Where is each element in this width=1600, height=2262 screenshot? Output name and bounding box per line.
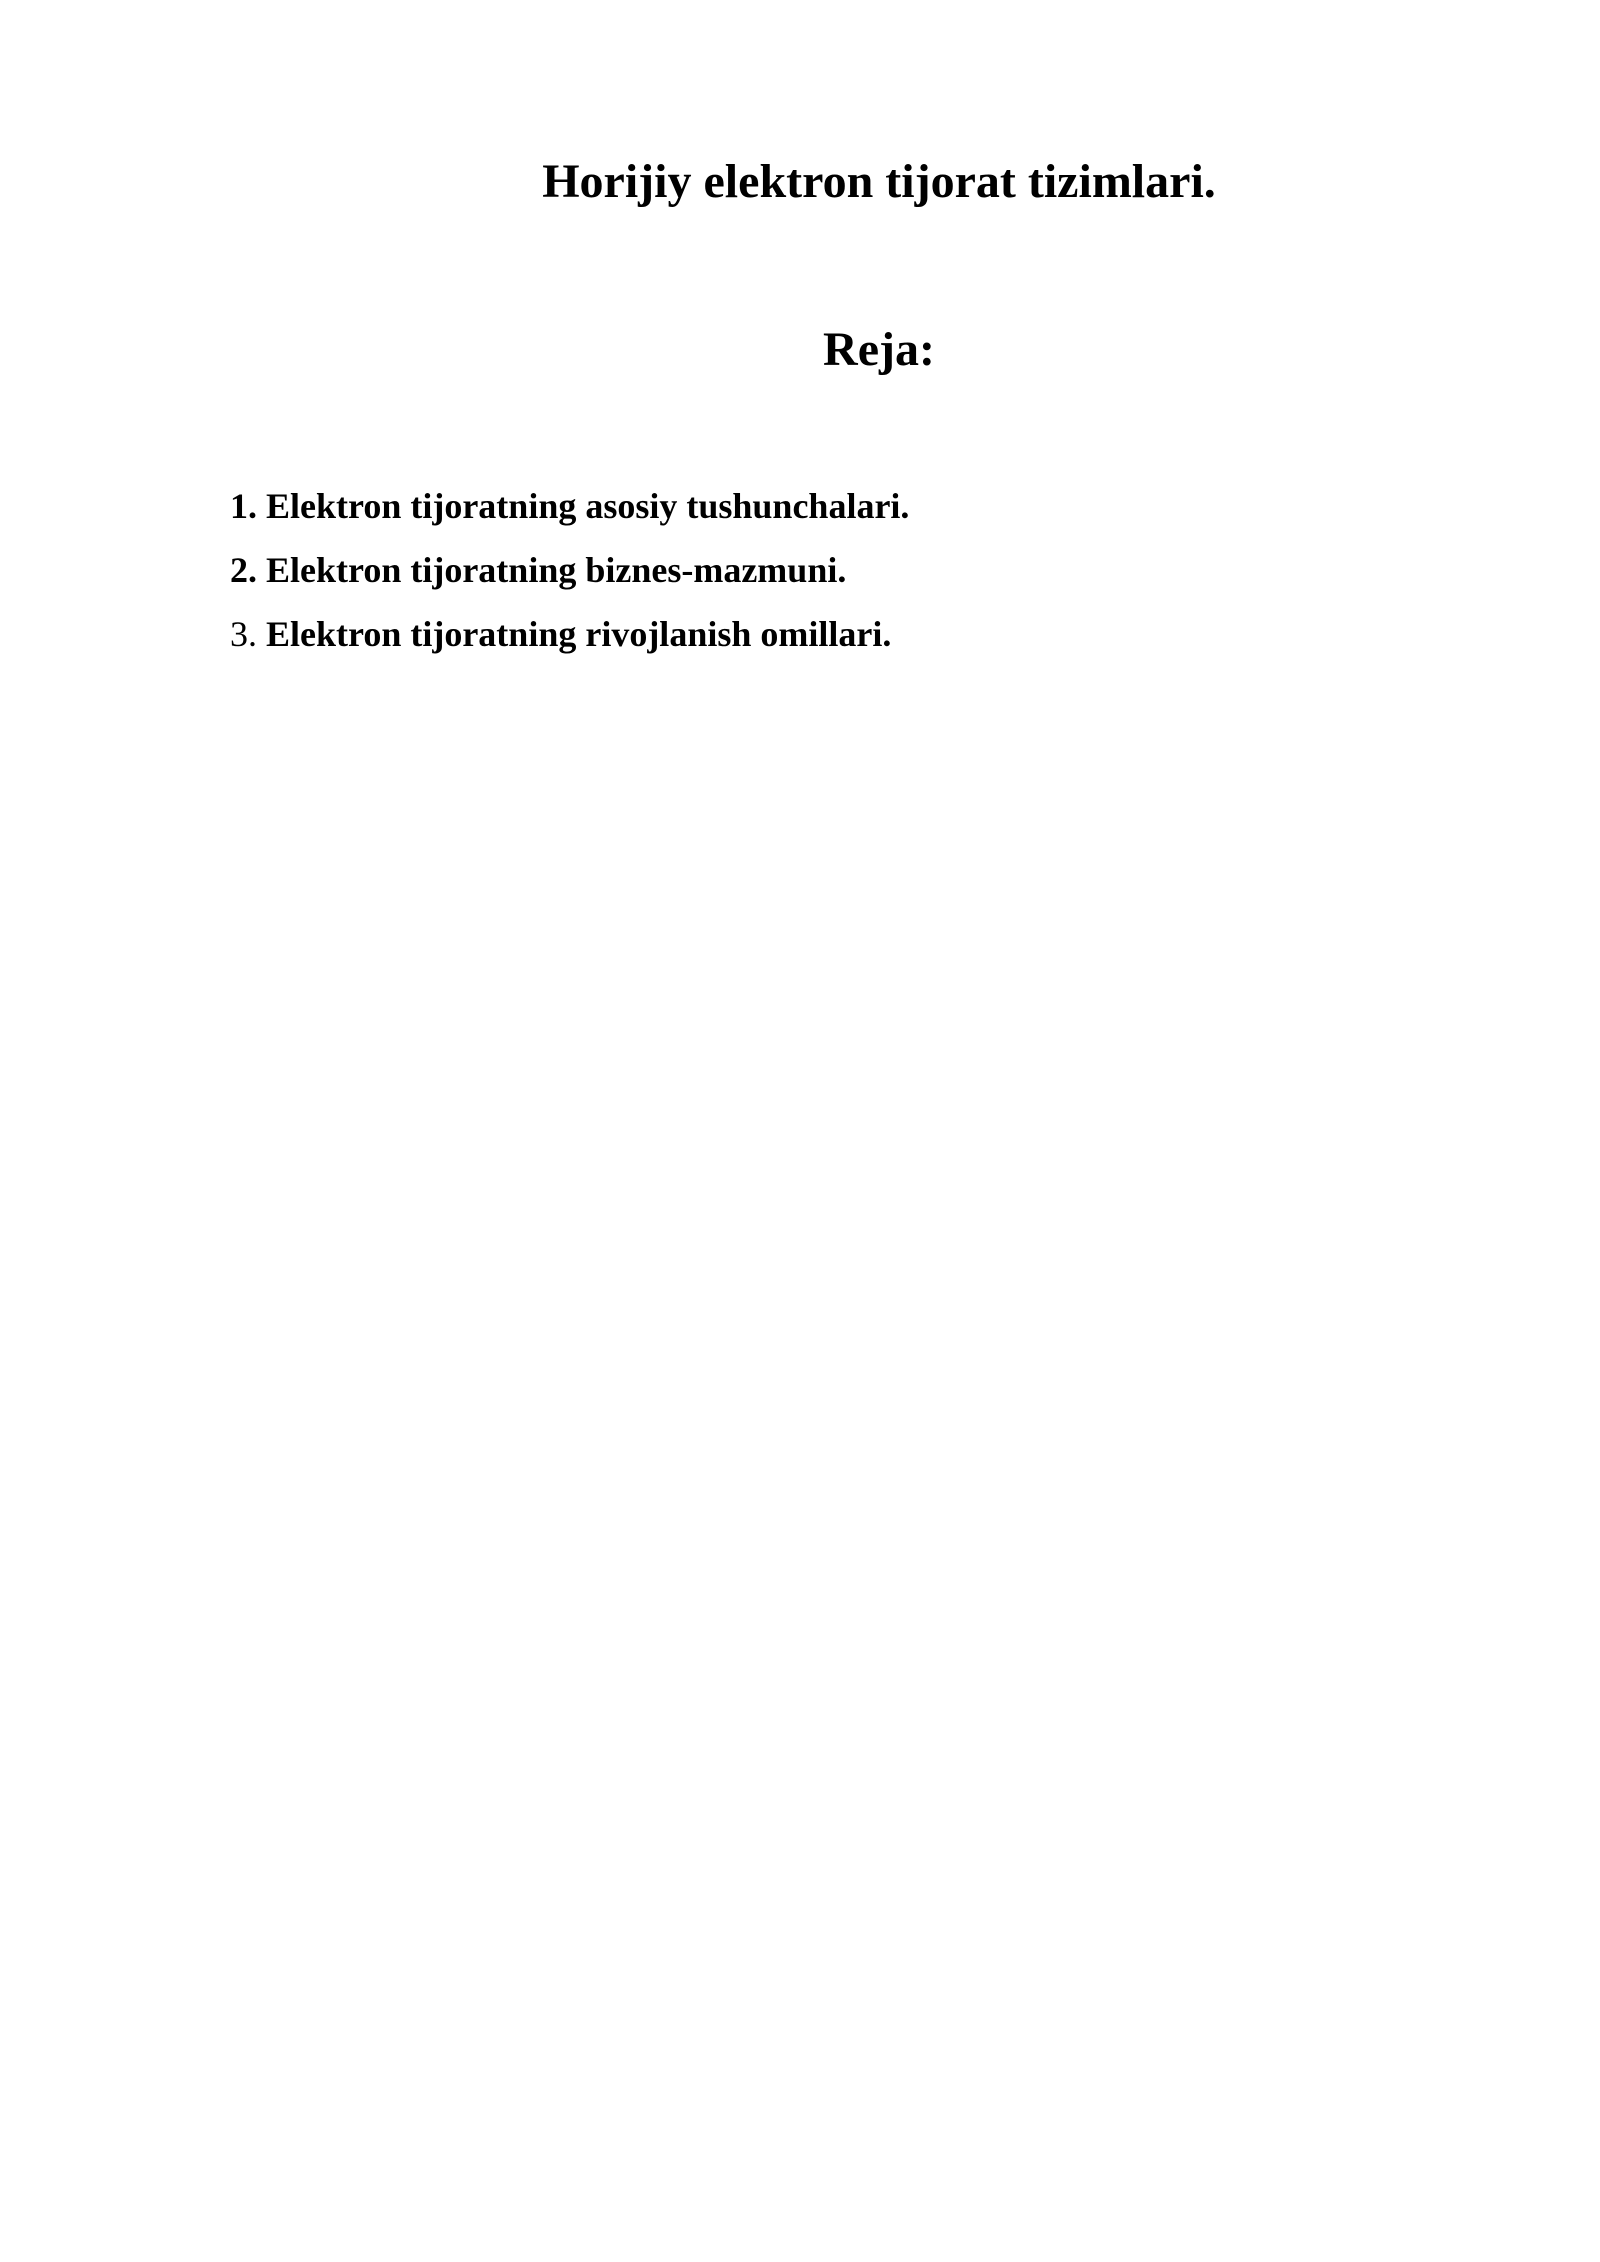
plan-item [230, 482, 909, 530]
plan-heading: Reja: [823, 323, 935, 376]
plan-item-text: Elektron tijoratning asosiy tushunchalari. [266, 486, 910, 526]
plan-item [230, 546, 909, 594]
plan-item-text: Elektron tijoratning biznes-mazmuni. [266, 550, 847, 590]
plan-item-number: 2. [230, 550, 257, 590]
plan-item-text: Elektron tijoratning rivojlanish omillari. [266, 614, 892, 654]
plan-item [230, 610, 909, 658]
plan-item-number: 1. [230, 486, 257, 526]
document-title: Horijiy elektron tijorat tizimlari. [542, 155, 1216, 208]
plan-list [230, 482, 909, 674]
plan-item-number: 3. [230, 614, 257, 654]
